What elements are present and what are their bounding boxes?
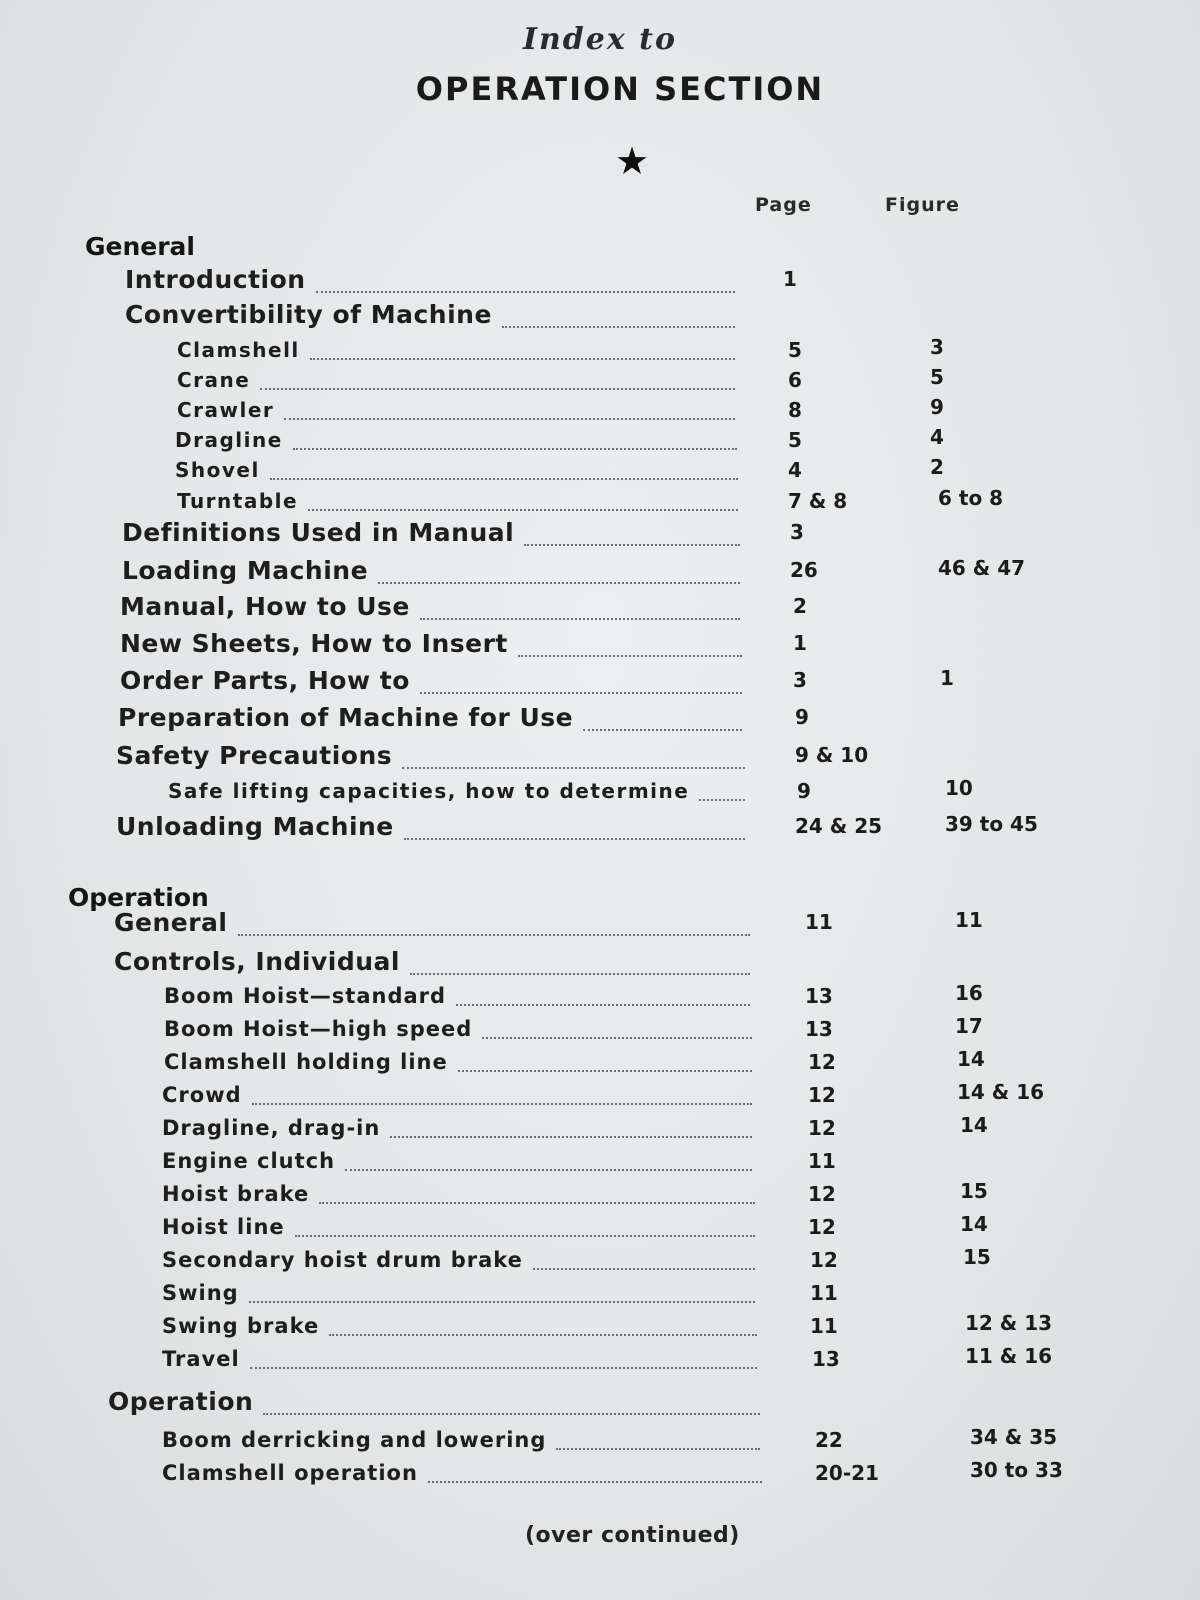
entry-label: Boom Hoist—standard — [164, 984, 447, 1008]
dot-leader — [249, 1281, 755, 1303]
dot-leader — [378, 556, 740, 584]
dot-leader — [699, 779, 745, 801]
entry-label: Unloading Machine — [116, 812, 394, 841]
dot-leader — [319, 1182, 755, 1204]
index-entry-safety-precautions — [116, 741, 1160, 775]
entry-label: Clamshell holding line — [164, 1050, 448, 1074]
dot-leader — [270, 458, 738, 480]
dot-leader — [428, 1461, 762, 1483]
dot-leader — [402, 741, 745, 769]
entry-page: 9 & 10 — [795, 743, 869, 767]
entry-figure: 15 — [963, 1245, 991, 1269]
entry-label: Engine clutch — [162, 1149, 336, 1173]
entry-figure: 14 — [960, 1212, 988, 1236]
dot-leader — [583, 703, 742, 731]
entry-page: 7 & 8 — [788, 489, 848, 513]
entry-label: Controls, Individual — [114, 947, 400, 976]
entry-figure: 5 — [930, 365, 944, 389]
entry-figure: 46 & 47 — [938, 556, 1026, 580]
index-entry-dragline-drag-in — [162, 1113, 1160, 1150]
entry-page: 12 — [808, 1182, 836, 1206]
entry-page: 2 — [793, 594, 807, 618]
entry-label: New Sheets, How to Insert — [120, 629, 508, 658]
index-entry-shovel — [175, 455, 1160, 492]
dot-leader — [284, 398, 735, 420]
dot-leader — [420, 666, 742, 694]
entry-page: 5 — [788, 338, 802, 362]
entry-figure: 14 — [957, 1047, 985, 1071]
index-entry-new-sheets-how-to-insert — [120, 629, 1160, 663]
dot-leader — [329, 1314, 757, 1336]
entry-figure: 14 & 16 — [957, 1080, 1045, 1104]
entry-figure: 11 — [955, 908, 983, 932]
index-entry-secondary-hoist-drum-brake — [162, 1245, 1160, 1282]
dot-leader — [458, 1050, 752, 1072]
entry-figure: 10 — [945, 776, 973, 800]
entry-page: 8 — [788, 398, 802, 422]
section-heading-operation: Operation — [68, 883, 209, 912]
dot-leader — [345, 1149, 752, 1171]
index-entry-clamshell-holding-line — [164, 1047, 1160, 1084]
dot-leader — [310, 338, 735, 360]
entry-label: Safety Precautions — [116, 741, 393, 770]
entry-page: 3 — [790, 520, 804, 544]
index-entry-introduction — [125, 265, 1160, 299]
index-entry-definitions-used-in-manual — [122, 518, 1160, 552]
entry-label: Clamshell operation — [162, 1461, 418, 1485]
index-entry-order-parts-how-to — [120, 666, 1160, 700]
index-entry-boom-hoist-high-speed — [164, 1014, 1160, 1051]
entry-page: 1 — [783, 267, 797, 291]
index-entry-convertibility-of-machine — [125, 300, 1160, 334]
entry-label: Crane — [177, 368, 251, 392]
dot-leader — [502, 300, 735, 328]
entry-page: 12 — [810, 1248, 838, 1272]
entry-page: 6 — [788, 368, 802, 392]
dot-leader — [518, 629, 742, 657]
index-entry-preparation-of-machine-for-use — [118, 703, 1160, 737]
index-entry-manual-how-to-use — [120, 592, 1160, 626]
entry-page: 13 — [812, 1347, 840, 1371]
entry-label: Convertibility of Machine — [125, 300, 492, 329]
dot-leader — [420, 592, 740, 620]
entry-figure: 4 — [930, 425, 944, 449]
entry-label: Safe lifting capacities, how to determine — [168, 779, 690, 803]
continued-note: (over continued) — [525, 1523, 740, 1548]
entry-figure: 11 & 16 — [965, 1344, 1053, 1368]
index-entry-boom-hoist-standard — [164, 981, 1160, 1018]
index-entry-crane — [177, 365, 1160, 402]
entry-label: Secondary hoist drum brake — [162, 1248, 523, 1272]
dot-leader — [295, 1215, 755, 1237]
dot-leader — [308, 489, 738, 511]
entry-label: Loading Machine — [122, 556, 369, 585]
entry-page: 26 — [790, 558, 818, 582]
dot-leader — [482, 1017, 752, 1039]
dot-leader — [238, 908, 751, 936]
dot-leader — [404, 812, 745, 840]
entry-label: Swing brake — [162, 1314, 320, 1338]
index-entry-boom-derricking-and-lowering — [162, 1425, 1160, 1462]
entry-label: Hoist brake — [162, 1182, 310, 1206]
entry-figure: 6 to 8 — [938, 486, 1004, 510]
entry-page: 22 — [815, 1428, 843, 1452]
entry-figure: 15 — [960, 1179, 988, 1203]
index-entry-travel — [162, 1344, 1160, 1381]
entry-figure: 34 & 35 — [970, 1425, 1058, 1449]
entry-page: 13 — [805, 984, 833, 1008]
entry-label: Dragline, drag-in — [162, 1116, 381, 1140]
dot-leader — [316, 265, 735, 293]
index-entry-swing — [162, 1281, 1160, 1315]
section-heading-general: General — [85, 232, 195, 261]
entry-label: Definitions Used in Manual — [122, 518, 515, 547]
index-entry-crawler — [177, 395, 1160, 432]
index-entry-swing-brake — [162, 1311, 1160, 1348]
entry-label: Introduction — [125, 265, 306, 294]
entry-page: 12 — [808, 1116, 836, 1140]
entry-figure: 2 — [930, 455, 944, 479]
index-entry-crowd — [162, 1080, 1160, 1117]
entry-page: 11 — [805, 910, 833, 934]
entry-label: Crowd — [162, 1083, 242, 1107]
entry-page: 4 — [788, 458, 802, 482]
entry-page: 5 — [788, 428, 802, 452]
entry-page: 12 — [808, 1215, 836, 1239]
entry-figure: 3 — [930, 335, 944, 359]
entry-figure: 17 — [955, 1014, 983, 1038]
dot-leader — [263, 1387, 760, 1415]
entry-label: Preparation of Machine for Use — [118, 703, 574, 732]
index-entry-safe-lifting-capacities-how-to-determine — [168, 776, 1160, 813]
entry-figure: 39 to 45 — [945, 812, 1038, 836]
entry-figure: 1 — [940, 666, 954, 690]
index-entry-hoist-brake — [162, 1179, 1160, 1216]
entry-page: 24 & 25 — [795, 814, 883, 838]
entry-label: Order Parts, How to — [120, 666, 410, 695]
entry-label: Operation — [108, 1387, 254, 1416]
index-entry-loading-machine — [122, 556, 1160, 590]
index-entry-controls-individual — [114, 947, 1160, 981]
entry-figure: 14 — [960, 1113, 988, 1137]
entry-page: 20-21 — [815, 1461, 879, 1485]
entry-page: 11 — [808, 1149, 836, 1173]
entry-label: Hoist line — [162, 1215, 285, 1239]
dot-leader — [556, 1428, 760, 1450]
entry-figure: 12 & 13 — [965, 1311, 1053, 1335]
dot-leader — [250, 1347, 757, 1369]
dot-leader — [260, 368, 735, 390]
entry-page: 11 — [810, 1281, 838, 1305]
entry-label: Boom derricking and lowering — [162, 1428, 547, 1452]
entry-label: General — [114, 908, 228, 937]
entry-figure: 16 — [955, 981, 983, 1005]
dot-leader — [293, 428, 737, 450]
entry-label: Crawler — [177, 398, 275, 422]
index-entry-general — [114, 908, 1160, 942]
entry-label: Travel — [162, 1347, 240, 1371]
index-entry-hoist-line — [162, 1212, 1160, 1249]
dot-leader — [533, 1248, 755, 1270]
entry-page: 3 — [793, 668, 807, 692]
column-header-page: Page — [755, 194, 812, 216]
index-entry-operation — [108, 1387, 1160, 1421]
entry-page: 12 — [808, 1083, 836, 1107]
entry-page: 9 — [797, 779, 811, 803]
index-entry-clamshell-operation — [162, 1458, 1160, 1495]
entry-page: 12 — [808, 1050, 836, 1074]
entry-label: Manual, How to Use — [120, 592, 410, 621]
page-title: OPERATION SECTION — [415, 70, 825, 108]
dot-leader — [252, 1083, 752, 1105]
entry-label: Shovel — [175, 458, 260, 482]
entry-figure: 30 to 33 — [970, 1458, 1063, 1482]
column-header-figure: Figure — [885, 194, 960, 216]
entry-label: Turntable — [177, 489, 299, 513]
dot-leader — [410, 947, 750, 975]
entry-label: Clamshell — [177, 338, 300, 362]
index-entry-dragline — [175, 425, 1160, 462]
dot-leader — [456, 984, 750, 1006]
title-script: Index to — [522, 22, 678, 57]
entry-page: 13 — [805, 1017, 833, 1041]
entry-label: Swing — [162, 1281, 239, 1305]
entry-figure: 9 — [930, 395, 944, 419]
entry-label: Boom Hoist—high speed — [164, 1017, 473, 1041]
dot-leader — [390, 1116, 752, 1138]
entry-label: Dragline — [175, 428, 283, 452]
entry-page: 1 — [793, 631, 807, 655]
star-icon: ★ — [615, 139, 650, 183]
entry-page: 9 — [795, 705, 809, 729]
index-entry-clamshell — [177, 335, 1160, 372]
dot-leader — [524, 518, 740, 546]
index-entry-unloading-machine — [116, 812, 1160, 846]
entry-page: 11 — [810, 1314, 838, 1338]
index-entry-engine-clutch — [162, 1149, 1160, 1183]
